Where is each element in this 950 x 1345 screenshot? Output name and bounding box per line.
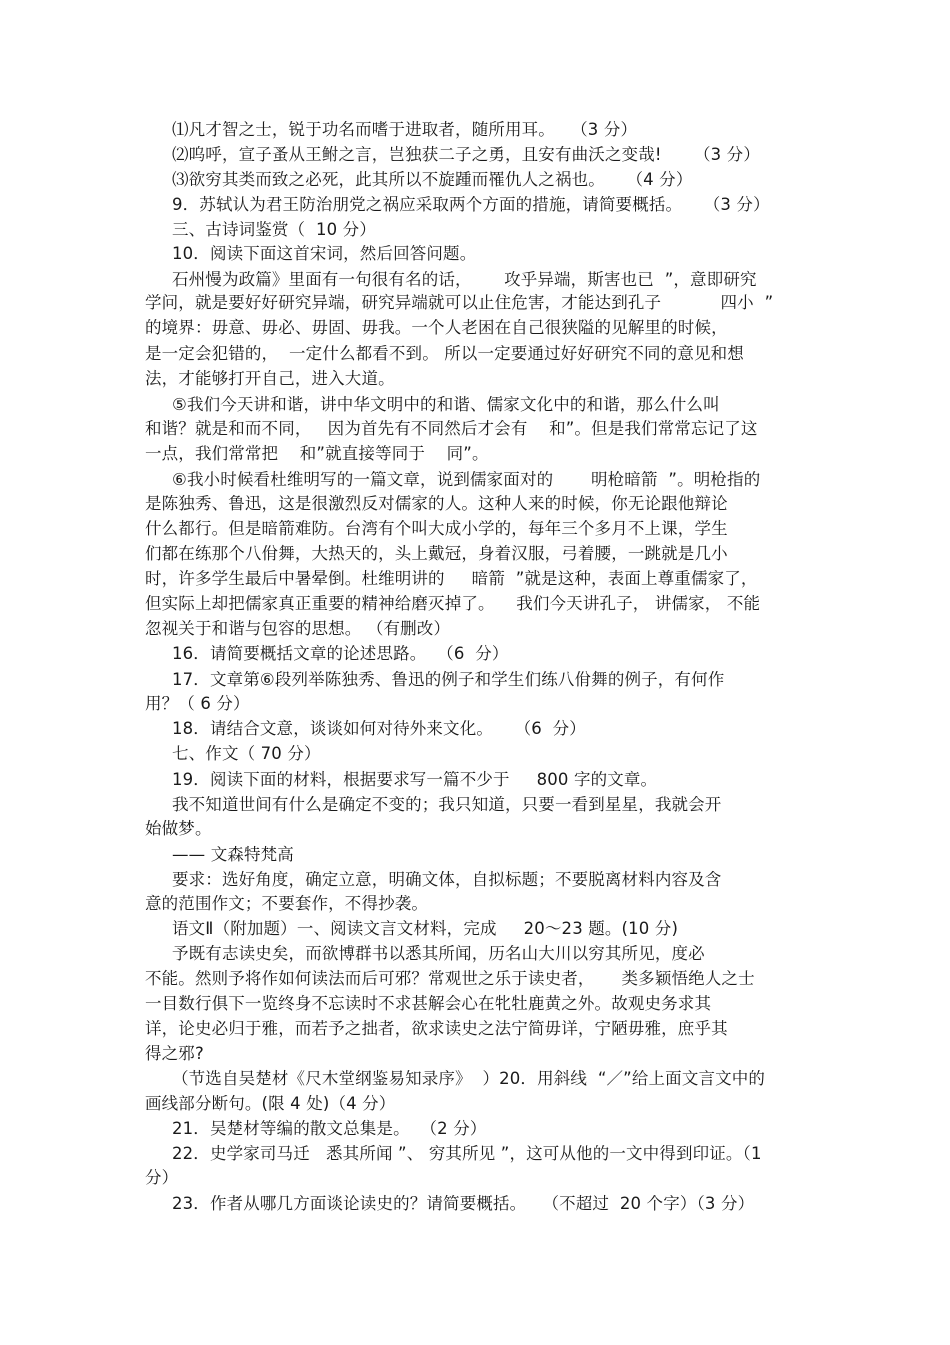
text-line: 三、古诗词鉴赏（ 10 分） <box>172 220 376 239</box>
text-line: 石州慢为政篇》里面有一句很有名的话， 攻乎异端，斯害也已 ”，意即研究 <box>172 270 757 289</box>
text-line: 语文Ⅱ（附加题）一、阅读文言文材料，完成 20～23 题。(10 分) <box>172 919 679 938</box>
text-line: 画线部分断句。(限 4 处)（4 分） <box>145 1094 396 1113</box>
text-line: 一目数行俱下一览终身不忘读时不求甚解会心在牝牡鹿黄之外。故观史务求其 <box>145 994 712 1013</box>
text-line: 17．文章第⑥段列举陈独秀、鲁迅的例子和学生们练八佾舞的例子，有何作 <box>172 670 725 689</box>
text-line: 分） <box>145 1168 179 1187</box>
text-line: 要求：选好角度，确定立意，明确文体，自拟标题；不要脱离材料内容及含 <box>172 870 722 889</box>
text-line: 什么都行。但是暗箭难防。台湾有个叫大成小学的，每年三个多月不上课，学生 <box>145 519 728 538</box>
text-line: 时，许多学生最后中暑晕倒。杜维明讲的 暗箭 ”就是这种，表面上尊重儒家了， <box>145 569 758 588</box>
text-line: 用？（ 6 分） <box>145 694 250 713</box>
text-line: 我不知道世间有什么是确定不变的；我只知道，只要一看到星星，我就会开 <box>172 795 722 814</box>
text-line: ⑤我们今天讲和谐，讲中华文明中的和谐、儒家文化中的和谐，那么什么叫 <box>172 395 720 414</box>
text-line: 9．苏轼认为君王防治朋党之祸应采取两个方面的措施，请简要概括。 （3 分） <box>172 195 770 214</box>
text-line: 予既有志读史矣，而欲博群书以悉其所闻，历名山大川以穷其所见，度必 <box>172 944 705 963</box>
text-line: 10．阅读下面这首宋词，然后回答问题。 <box>172 244 477 263</box>
text-line: 23．作者从哪几方面谈论读史的？请简要概括。 （不超过 20 个字）（3 分） <box>172 1194 755 1213</box>
text-line: 意的范围作文；不要套作，不得抄袭。 <box>145 894 429 913</box>
text-line: 和谐？就是和而不同， 因为首先有不同然后才会有 和”。但是我们常常忘记了这 <box>145 419 758 438</box>
text-line: ⑵呜呼，宣子蚤从王鲋之言，岂独获二子之勇，且安有曲沃之变哉! （3 分） <box>172 145 760 164</box>
text-line: 的境界：毋意、毋必、毋固、毋我。一个人老困在自己很狭隘的见解里的时候， <box>145 318 728 337</box>
text-line: ⑴凡才智之士，锐于功名而嗜于进取者，随所用耳。 （3 分） <box>172 120 638 139</box>
text-line: 19．阅读下面的材料，根据要求写一篇不少于 800 字的文章。 <box>172 770 658 789</box>
text-line: 忽视关于和谐与包容的思想。 （有删改） <box>145 619 451 638</box>
text-line: ⑥我小时候看杜维明写的一篇文章，说到儒家面对的 明枪暗箭 ”。明枪指的 <box>172 470 761 489</box>
text-line: 详，论史必归于雅，而若予之拙者，欲求读史之法宁简毋详，宁陋毋雅，庶乎其 <box>145 1019 728 1038</box>
text-line: 一点，我们常常把 和”就直接等同于 同”。 <box>145 444 489 463</box>
text-line: 21．吴楚材等编的散文总集是。 （2 分） <box>172 1119 487 1138</box>
text-line: 法，才能够打开自己，进入大道。 <box>145 369 395 388</box>
text-line: —— 文森特梵高 <box>172 845 294 864</box>
text-line: 们都在练那个八佾舞，大热天的，头上戴冠，身着汉服，弓着腰，一跳就是几小 <box>145 544 728 563</box>
text-line: （节选自吴楚材《尺木堂纲鉴易知录序》 ）20．用斜线 “／”给上面文言文中的 <box>172 1069 766 1088</box>
text-line: 七、作文（ 70 分） <box>172 744 321 763</box>
text-line: 得之邪? <box>145 1044 204 1063</box>
text-line: 不能。然则予将作如何读法而后可邪？常观世之乐于读史者， 类多颖悟绝人之士 <box>145 969 755 988</box>
text-line: 是陈独秀、鲁迅，这是很激烈反对儒家的人。这种人来的时候，你无论跟他辩论 <box>145 494 728 513</box>
text-line: 学问，就是要好好研究异端，研究异端就可以止住危害，才能达到孔子 四小 ” <box>145 293 774 312</box>
text-line: 始做梦。 <box>145 819 212 838</box>
text-line: ⑶欲穷其类而致之必死，此其所以不旋踵而罹仇人之祸也。 （4 分） <box>172 170 693 189</box>
text-line: 16．请简要概括文章的论述思路。 （6 分） <box>172 644 509 663</box>
text-line: 但实际上却把儒家真正重要的精神给磨灭掉了。 我们今天讲孔子， 讲儒家， 不能 <box>145 594 761 613</box>
text-line: 18．请结合文意，谈谈如何对待外来文化。 （6 分） <box>172 719 586 738</box>
text-line: 是一定会犯错的， 一定什么都看不到。 所以一定要通过好好研究不同的意见和想 <box>145 344 744 363</box>
text-line: 22．史学家司马迁 悉其所闻 ”、 穷其所见 ”，这可从他的一文中得到印证。（1 <box>172 1144 762 1163</box>
